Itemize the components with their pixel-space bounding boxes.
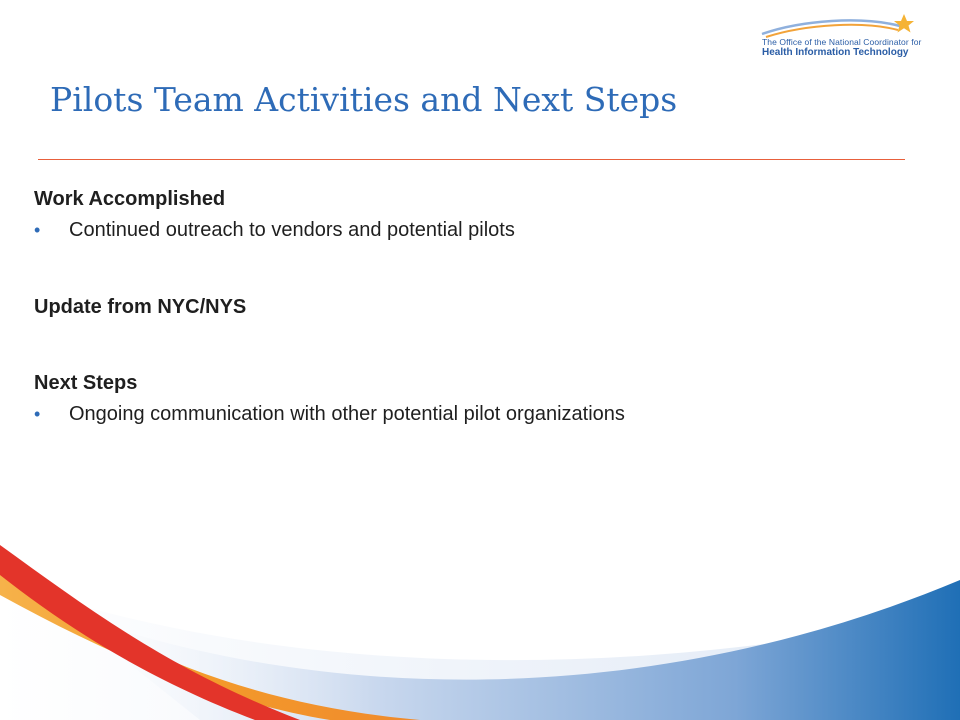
bullet-text: Continued outreach to vendors and potential pilots (69, 219, 515, 241)
spacer (34, 246, 914, 292)
slide-content (34, 184, 914, 430)
section-heading-work-accomplished: Work Accomplished (34, 188, 226, 210)
bullet-icon: • (34, 404, 41, 424)
slide-title: Pilots Team Activities and Next Steps (50, 80, 678, 119)
list-item (34, 398, 914, 430)
section-heading-next-steps: Next Steps (34, 372, 138, 394)
logo-line1: The Office of the National Coordinator for (762, 37, 922, 47)
bullet-icon: • (34, 220, 41, 240)
title-divider (38, 159, 905, 160)
spacer (34, 322, 914, 368)
decorative-swoosh (0, 540, 960, 720)
swoosh-blue-band (60, 580, 960, 720)
bullet-text: Ongoing communication with other potential pilot organizations (69, 403, 625, 425)
list-item (34, 214, 914, 246)
section-heading-update: Update from NYC/NYS (34, 296, 247, 318)
logo-line2: Health Information Technology (762, 47, 909, 58)
onc-logo (752, 12, 922, 62)
